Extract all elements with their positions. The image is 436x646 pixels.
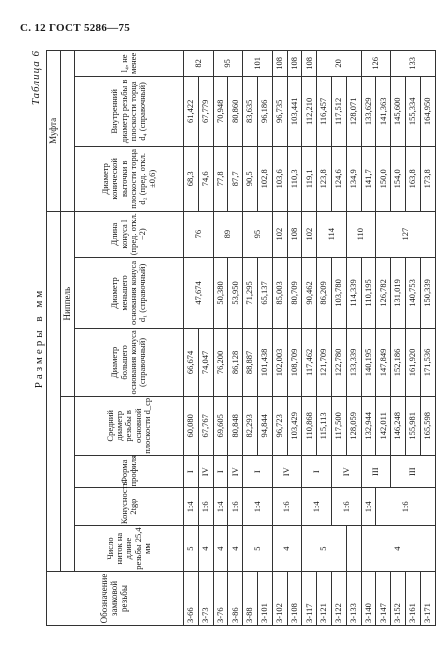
cell-coupling-inner-diameter: 96,186 [257,76,272,146]
cell-taper: 1:6 [376,488,435,526]
table-caption: Таблица 6 [30,50,42,106]
cell-coupling-recess-diameter: 110,3 [287,146,302,211]
table-row [243,51,258,626]
header-nipple: Ниппель [61,211,75,396]
cell-nipple-cone-length: 89 [213,211,243,257]
cell-l4: 101 [243,51,273,77]
cell-designation: З-171 [420,572,435,626]
cell-threads: 4 [228,526,243,572]
cell-coupling-recess-diameter: 141,7 [361,146,376,211]
cell-mean-diameter: 82,293 [243,396,258,455]
header-size-group [47,211,61,571]
cell-profile: I [302,456,332,488]
cell-mean-diameter: 103,429 [287,396,302,455]
cell-nipple-cone-length: 108 [287,211,302,257]
cell-l4: 82 [184,51,214,77]
header-threads: Число ниток на длине резьбы 25,4 мм [75,526,184,572]
cell-mean-diameter: 67,767 [198,396,213,455]
cell-nipple-big-diameter: 76,200 [213,329,228,396]
cell-nipple-cone-length: 110 [346,211,376,257]
cell-coupling-recess-diameter: 123,8 [317,146,332,211]
cell-nipple-small-diameter: 50,380 [213,257,228,329]
cell-mean-diameter: 146,248 [391,396,406,455]
cell-nipple-big-diameter: 171,536 [420,329,435,396]
cell-nipple-big-diameter: 101,438 [257,329,272,396]
cell-coupling-inner-diameter: 128,071 [346,76,361,146]
cell-profile: IV [272,456,302,488]
cell-nipple-small-diameter: 131,019 [391,257,406,329]
cell-designation: З-73 [198,572,213,626]
header-designation: Обозначение замковой резьбы [47,572,184,626]
cell-nipple-big-diameter: 102,003 [272,329,287,396]
cell-mean-diameter: 94,844 [257,396,272,455]
cell-designation: З-66 [184,572,199,626]
cell-mean-diameter: 60,080 [184,396,199,455]
table-row [198,51,213,626]
header-coupling-sub [61,51,75,212]
table-row [228,51,243,626]
cell-nipple-small-diameter: 90,462 [302,257,317,329]
cell-nipple-small-diameter: 86,209 [317,257,332,329]
cell-threads: 4 [198,526,213,572]
cell-threads: 4 [361,526,435,572]
cell-coupling-inner-diameter: 70,948 [213,76,228,146]
cell-l4: 126 [361,51,391,77]
cell-nipple-big-diameter: 122,780 [331,329,346,396]
cell-nipple-small-diameter: 103,780 [331,257,346,329]
cell-coupling-inner-diameter: 67,779 [198,76,213,146]
cell-mean-diameter: 69,605 [213,396,228,455]
cell-designation: З-133 [346,572,361,626]
cell-coupling-recess-diameter: 124,6 [331,146,346,211]
cell-nipple-big-diameter: 121,709 [317,329,332,396]
cell-nipple-small-diameter: 140,753 [405,257,420,329]
table-row [302,51,317,626]
header-blank [61,396,75,571]
cell-coupling-recess-diameter: 103,6 [272,146,287,211]
cell-designation: З-117 [302,572,317,626]
cell-coupling-inner-diameter: 116,457 [317,76,332,146]
cell-nipple-small-diameter: 114,339 [346,257,361,329]
cell-taper: 1:6 [272,488,302,526]
cell-nipple-small-diameter: 71,295 [243,257,258,329]
cell-l4: 95 [213,51,243,77]
cell-nipple-cone-length: 114 [317,211,347,257]
cell-taper: 1:4 [213,488,228,526]
cell-mean-diameter: 115,113 [317,396,332,455]
cell-designation: З-140 [361,572,376,626]
cell-nipple-big-diameter: 108,709 [287,329,302,396]
cell-mean-diameter: 117,500 [331,396,346,455]
cell-threads [346,526,361,572]
cell-taper: 1:4 [361,488,376,526]
cell-coupling-recess-diameter: 77,8 [213,146,228,211]
cell-coupling-recess-diameter: 150,0 [376,146,391,211]
cell-profile: I [243,456,273,488]
header-nipple-small-diameter: Диаметр меньшего основания конуса d₁ (справочный) [75,257,184,329]
cell-nipple-cone-length: 127 [376,211,435,257]
cell-coupling-inner-diameter: 145,600 [391,76,406,146]
cell-designation: З-108 [287,572,302,626]
cell-taper: 1:6 [331,488,361,526]
cell-coupling-recess-diameter: 163,8 [405,146,420,211]
cell-threads: 5 [184,526,199,572]
cell-coupling-recess-diameter: 102,8 [257,146,272,211]
cell-nipple-small-diameter: 47,674 [184,257,214,329]
cell-designation: З-76 [213,572,228,626]
cell-nipple-big-diameter: 161,920 [405,329,420,396]
cell-nipple-big-diameter: 133,339 [346,329,361,396]
cell-nipple-big-diameter: 66,674 [184,329,199,396]
cell-coupling-inner-diameter: 117,512 [331,76,346,146]
cell-taper: 1:4 [302,488,332,526]
cell-profile: IV [331,456,361,488]
cell-profile: IV [228,456,243,488]
cell-nipple-big-diameter: 152,186 [391,329,406,396]
cell-coupling-recess-diameter: 74,6 [198,146,213,211]
cell-nipple-small-diameter: 80,709 [287,257,302,329]
cell-nipple-cone-length: 76 [184,211,214,257]
units-caption: Размеры в мм [33,287,45,389]
cell-nipple-cone-length: 95 [243,211,273,257]
cell-designation: З-88 [243,572,258,626]
cell-nipple-small-diameter: 110,195 [361,257,376,329]
cell-nipple-small-diameter: 85,003 [272,257,287,329]
cell-profile: IV [198,456,213,488]
cell-coupling-inner-diameter: 141,363 [376,76,391,146]
cell-coupling-inner-diameter: 61,422 [184,76,199,146]
cell-coupling-recess-diameter: 119,1 [302,146,317,211]
cell-l4: 20 [317,51,361,77]
cell-coupling-recess-diameter: 154,0 [391,146,406,211]
cell-nipple-small-diameter: 65,137 [257,257,272,329]
cell-nipple-big-diameter: 74,047 [198,329,213,396]
cell-coupling-inner-diameter: 80,860 [228,76,243,146]
cell-mean-diameter: 155,981 [405,396,420,455]
header-coupling: Муфта [47,51,61,212]
cell-designation: З-152 [391,572,406,626]
cell-threads: 5 [302,526,346,572]
table-row [346,51,361,626]
cell-taper: 1:4 [184,488,199,526]
cell-nipple-small-diameter: 150,339 [420,257,435,329]
cell-profile: I [213,456,228,488]
cell-designation: З-101 [257,572,272,626]
cell-threads: 4 [272,526,302,572]
cell-coupling-recess-diameter: 87,7 [228,146,243,211]
cell-mean-diameter: 128,059 [346,396,361,455]
cell-mean-diameter: 80,848 [228,396,243,455]
header-taper: Конусность 2tgφ [75,488,184,526]
cell-l4: 108 [302,51,317,77]
cell-coupling-recess-diameter: 90,5 [243,146,258,211]
cell-nipple-big-diameter: 86,128 [228,329,243,396]
cell-coupling-inner-diameter: 155,334 [405,76,420,146]
header-mean-diameter: Средний диаметр резьбы в основной плоскости d_ср [75,396,184,455]
cell-nipple-big-diameter: 88,887 [243,329,258,396]
cell-coupling-recess-diameter: 134,9 [346,146,361,211]
cell-coupling-recess-diameter: 68,3 [184,146,199,211]
cell-nipple-cone-length: 102 [302,211,317,257]
cell-designation: З-121 [317,572,332,626]
header-l4: l₄, не менее [75,51,184,77]
cell-mean-diameter: 96,723 [272,396,287,455]
cell-taper: 1:6 [228,488,243,526]
cell-nipple-big-diameter: 140,195 [361,329,376,396]
cell-designation: З-161 [405,572,420,626]
cell-l4: 108 [287,51,302,77]
cell-taper: 1:6 [198,488,213,526]
cell-nipple-cone-length: 102 [272,211,287,257]
cell-taper: 1:4 [243,488,273,526]
cell-threads: 4 [213,526,228,572]
cell-nipple-big-diameter: 117,462 [302,329,317,396]
cell-coupling-inner-diameter: 103,441 [287,76,302,146]
header-coupling-recess-diameter: Диаметр конической выточки в плоскости торца d₂ (пред. откл. ±0,6) [75,146,184,211]
page-header: С. 12 ГОСТ 5286—75 [20,22,131,34]
cell-mean-diameter: 142,011 [376,396,391,455]
cell-designation: З-86 [228,572,243,626]
header-profile: Форма профиля [75,456,184,488]
cell-nipple-small-diameter: 126,782 [376,257,391,329]
cell-threads: 5 [243,526,273,572]
data-table [46,50,436,626]
cell-designation: З-122 [331,572,346,626]
cell-mean-diameter: 165,598 [420,396,435,455]
table-row [184,51,199,626]
cell-mean-diameter: 110,868 [302,396,317,455]
cell-designation: З-147 [376,572,391,626]
cell-coupling-inner-diameter: 83,635 [243,76,258,146]
cell-coupling-inner-diameter: 164,950 [420,76,435,146]
cell-coupling-inner-diameter: 96,735 [272,76,287,146]
header-nipple-cone-length: Длина конуса l (пред. откл. −2) [75,211,184,257]
cell-profile: III [391,456,435,488]
cell-coupling-recess-diameter: 173,8 [420,146,435,211]
cell-l4: 108 [272,51,287,77]
cell-mean-diameter: 132,944 [361,396,376,455]
table-row [213,51,228,626]
table-row [272,51,287,626]
table-row [361,51,376,626]
cell-nipple-big-diameter: 147,849 [376,329,391,396]
cell-nipple-small-diameter: 53,950 [228,257,243,329]
cell-coupling-inner-diameter: 133,629 [361,76,376,146]
cell-designation: З-102 [272,572,287,626]
header-nipple-big-diameter: Диаметр большего основания конуса (справочный) [75,329,184,396]
cell-coupling-inner-diameter: 112,210 [302,76,317,146]
cell-l4: 133 [391,51,435,77]
cell-profile: III [361,456,391,488]
rotated-table-block [30,50,432,626]
header-coupling-inner-diameter: Внутренний диаметр резьбы в плоскости торца d₄ (справочный) [75,76,184,146]
cell-profile: I [184,456,199,488]
